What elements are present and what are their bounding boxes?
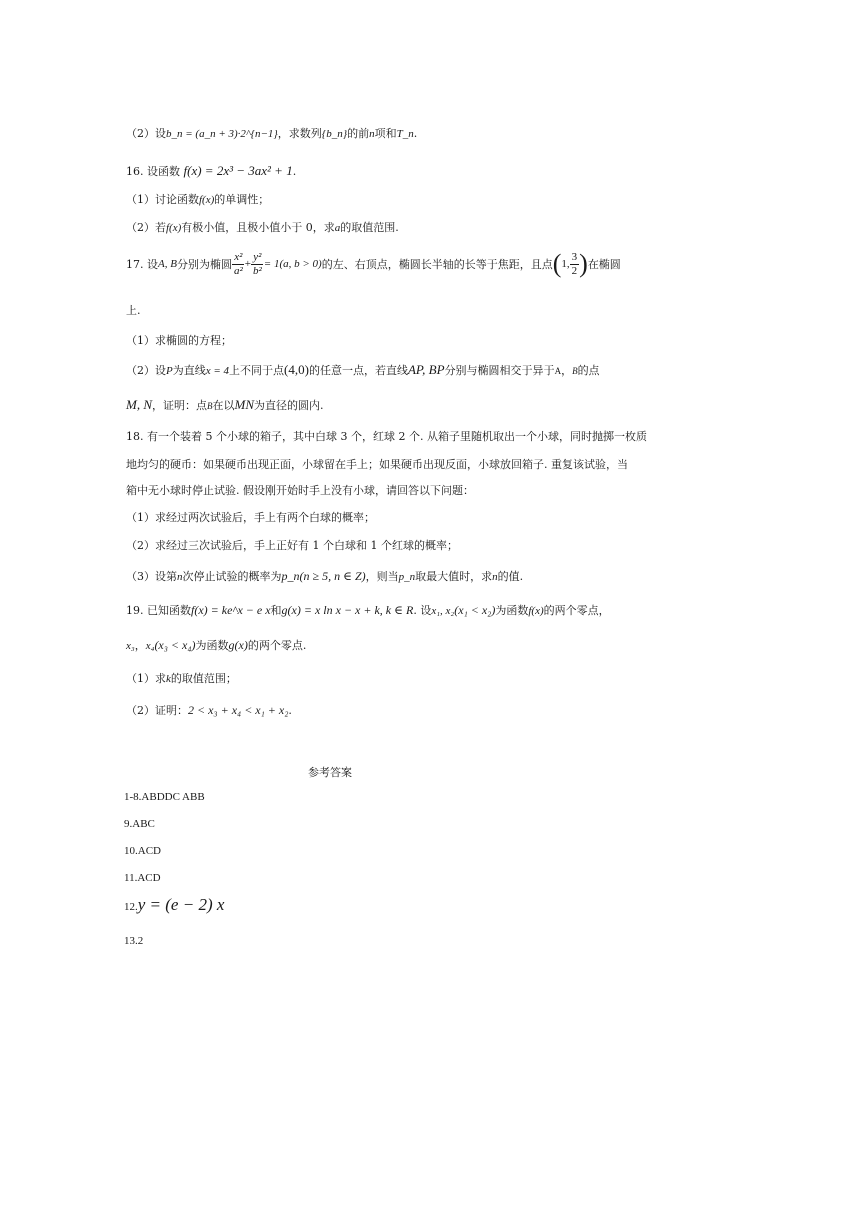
q15-part2-T: T_n: [396, 128, 414, 140]
q18-number: 18.: [126, 430, 144, 443]
q19-g-formula: g(x) = x ln x − x + k, k ∈ R: [281, 603, 414, 617]
q18-part3-a: 次停止试验的概率为: [182, 570, 282, 583]
q17-part2-b: 上不同于点: [229, 364, 285, 377]
right-paren: ): [579, 249, 588, 278]
ellipse-x-den: a²: [233, 264, 243, 277]
q16-number: 16.: [126, 165, 144, 178]
ellipse-y-fraction: [251, 252, 264, 277]
q16-part1-formula: f(x): [199, 194, 215, 206]
answers-title: 参考答案: [308, 766, 352, 779]
q18-line1: [126, 431, 647, 442]
q17-stem-wrap: [126, 305, 141, 316]
q16-part1-text: （1）讨论函数: [126, 193, 199, 206]
q16-stem-text: 设函数: [147, 165, 180, 178]
q15-part2-suffix: 的前: [347, 127, 370, 140]
q19-part2: [126, 704, 292, 716]
answer-13: 13.2: [124, 935, 144, 947]
q18-part3-prefix: （3）设第: [126, 570, 177, 583]
q19-part2-prefix: （2）证明：: [126, 704, 188, 717]
q19-stem-f: 的两个零点.: [247, 639, 307, 652]
q19-part1: [126, 673, 237, 685]
answer-1-8: 1-8.ABDDC ABB: [124, 791, 205, 803]
q18-line3-text: 箱中无小球时停止试验. 假设刚开始时手上没有小球，请回答以下问题：: [126, 484, 474, 497]
q16-part1-end: 的单调性；: [214, 193, 270, 206]
q19-stem-wrap: [126, 639, 306, 652]
q18-line2-text: 地均匀的硬币：如果硬币出现正面，小球留在手上；如果硬币出现反面，小球放回箱子. 重复该试验，当: [126, 458, 628, 471]
q19-stem: [126, 604, 610, 617]
q18-part3-b: ，则当: [365, 570, 399, 583]
answer-11: 11.ACD: [124, 872, 161, 884]
point-y-num: 3: [571, 250, 578, 263]
ellipse-y-den: b²: [252, 264, 262, 277]
q16-part2-middle: 有极小值，且极小值小于 0，求: [181, 221, 335, 234]
q17-B: B: [572, 366, 578, 376]
point-y-fraction: [570, 252, 580, 277]
q19-part1-k: k: [166, 673, 171, 685]
ellipse-x-num: x²: [234, 250, 243, 263]
ellipse-y-num: y²: [253, 250, 262, 263]
q19-stem-b: . 设: [413, 604, 432, 617]
q17-part2-c: 的任意一点，若直线: [308, 364, 408, 377]
q18-part1-text: （1）求经过两次试验后，手上有两个白球的概率；: [126, 511, 375, 524]
q19-f: f(x): [528, 605, 544, 617]
q15-part2-set: {b_n}: [321, 128, 348, 140]
q19-f-formula: f(x) = ke^x − e x: [191, 603, 271, 617]
q18-part3-n: n: [177, 571, 183, 583]
q18-part3-formula: p_n(n ≥ 5, n ∈ Z): [281, 569, 366, 583]
ellipse-rhs: = 1(a, b > 0): [263, 257, 322, 270]
q17-stem-end: 在椭圆: [587, 257, 621, 271]
q18-line1-text: 有一个装着 5 个小球的箱子，其中白球 3 个，红球 2 个. 从箱子里随机取出一个小球，同时抛掷一枚质: [147, 430, 647, 443]
q17-point: (4,0): [284, 362, 309, 377]
answer-12: [124, 895, 224, 915]
q17-part2-f: ，证明：点: [152, 399, 207, 412]
q19-and: 和: [270, 604, 282, 617]
q18-part3-n2: n: [492, 571, 498, 583]
q17-stem-middle: 分别为椭圆: [176, 257, 232, 271]
q15-part2-end: .: [413, 127, 418, 140]
q17-part2-h: 为直径的圆内.: [254, 399, 324, 412]
q19-stem-e: 为函数: [195, 639, 229, 652]
q19-cond-g: (x₃ < x₄): [154, 638, 196, 652]
q15-part2-n: n: [369, 128, 375, 140]
left-paren: (: [552, 249, 562, 278]
q17-number: 17.: [126, 257, 144, 271]
q18-part3-end: 的值.: [497, 570, 524, 583]
q16-part2-end: 的取值范围.: [340, 221, 399, 234]
q18-part3-pn: p_n: [398, 571, 416, 583]
q19-x4: x₄: [145, 640, 155, 652]
q16-part1: [126, 194, 269, 206]
q19-stem-a: 已知函数: [147, 604, 191, 617]
q17-stem-wrap-text: 上.: [126, 304, 141, 317]
q19-stem-d: 的两个零点，: [543, 604, 610, 617]
q19-part2-end: .: [288, 704, 292, 717]
q17-MN: MN: [234, 397, 254, 412]
q15-part2-middle: ，求数列: [277, 127, 322, 140]
q15-part2: [126, 128, 417, 140]
answer-9: 9.ABC: [124, 818, 155, 830]
q19-x3: x₃: [126, 640, 135, 652]
ellipse-plus: +: [244, 257, 251, 270]
q19-part2-formula: 2 < x₃ + x₄ < x₁ + x₂: [188, 703, 289, 717]
q18-part2-text: （2）求经过三次试验后，手上正好有 1 个白球和 1 个红球的概率；: [126, 539, 458, 552]
q19-part1-end: 的取值范围；: [170, 672, 237, 685]
q17-A: A: [554, 366, 562, 376]
q17-comma: ，: [561, 364, 573, 377]
q18-line2: [126, 459, 628, 470]
q17-part2-wrap: [126, 398, 324, 411]
point-x: 1,: [561, 257, 570, 270]
q18-part3-c: 取最大值时，求: [415, 570, 493, 583]
q17-stem: [126, 251, 621, 277]
q16-formula: f(x) = 2x³ − 3ax² + 1: [183, 163, 293, 178]
q19-number: 19.: [126, 604, 144, 617]
point-y-den: 2: [571, 264, 578, 277]
q17-part2-g: 在以: [212, 399, 235, 412]
q17-points: A, B: [158, 257, 177, 270]
q17-part2: [126, 363, 600, 377]
q15-part2-prefix: （2）设: [126, 127, 166, 140]
q16-end: .: [292, 165, 297, 178]
q18-part1: [126, 512, 375, 523]
answer-12-num: 12.: [124, 901, 138, 913]
q17-P: P: [166, 365, 173, 377]
q17-B2: B: [207, 401, 213, 411]
ellipse-x-fraction: [232, 252, 245, 277]
q16-stem: [126, 164, 296, 177]
q19-part1-prefix: （1）求: [126, 672, 166, 685]
q17-part2-prefix: （2）设: [126, 364, 166, 377]
q19-stem-c: 为函数: [495, 604, 529, 617]
q17-part1: [126, 335, 232, 346]
q19-zeros-f: x₁, x₂: [431, 605, 455, 617]
q16-part2-formula: f(x): [166, 222, 182, 234]
q17-part2-a: 为直线: [172, 364, 206, 377]
q16-part2-var: a: [334, 222, 341, 234]
q17-lines: AP, BP: [407, 362, 445, 377]
q17-line-eq: x = 4: [205, 365, 230, 377]
q17-part2-e: 的点: [577, 364, 600, 377]
q17-MN-points: M, N: [126, 397, 152, 412]
q17-part1-text: （1）求椭圆的方程；: [126, 334, 232, 347]
q18-line3: [126, 485, 474, 496]
q16-part2: [126, 222, 399, 234]
q19-cond-f: (x₁ < x₂): [454, 603, 496, 617]
q17-part2-d: 分别与椭圆相交于异于: [444, 364, 555, 377]
q15-part2-formula: b_n = (a_n + 3)·2^{n−1}: [166, 128, 278, 140]
q17-stem-after: 的左、右顶点，椭圆长半轴的长等于焦距，且点: [321, 257, 553, 271]
answer-10: 10.ACD: [124, 845, 161, 857]
q19-comma: ，: [134, 639, 146, 652]
q15-part2-suffix2: 项和: [374, 127, 397, 140]
q17-stem-prefix: 设: [147, 257, 158, 271]
q16-part2-prefix: （2）若: [126, 221, 166, 234]
q19-g: g(x): [228, 638, 248, 652]
q18-part2: [126, 540, 458, 551]
q18-part3: [126, 570, 523, 583]
answer-12-formula: y = (e − 2) x: [137, 895, 225, 914]
